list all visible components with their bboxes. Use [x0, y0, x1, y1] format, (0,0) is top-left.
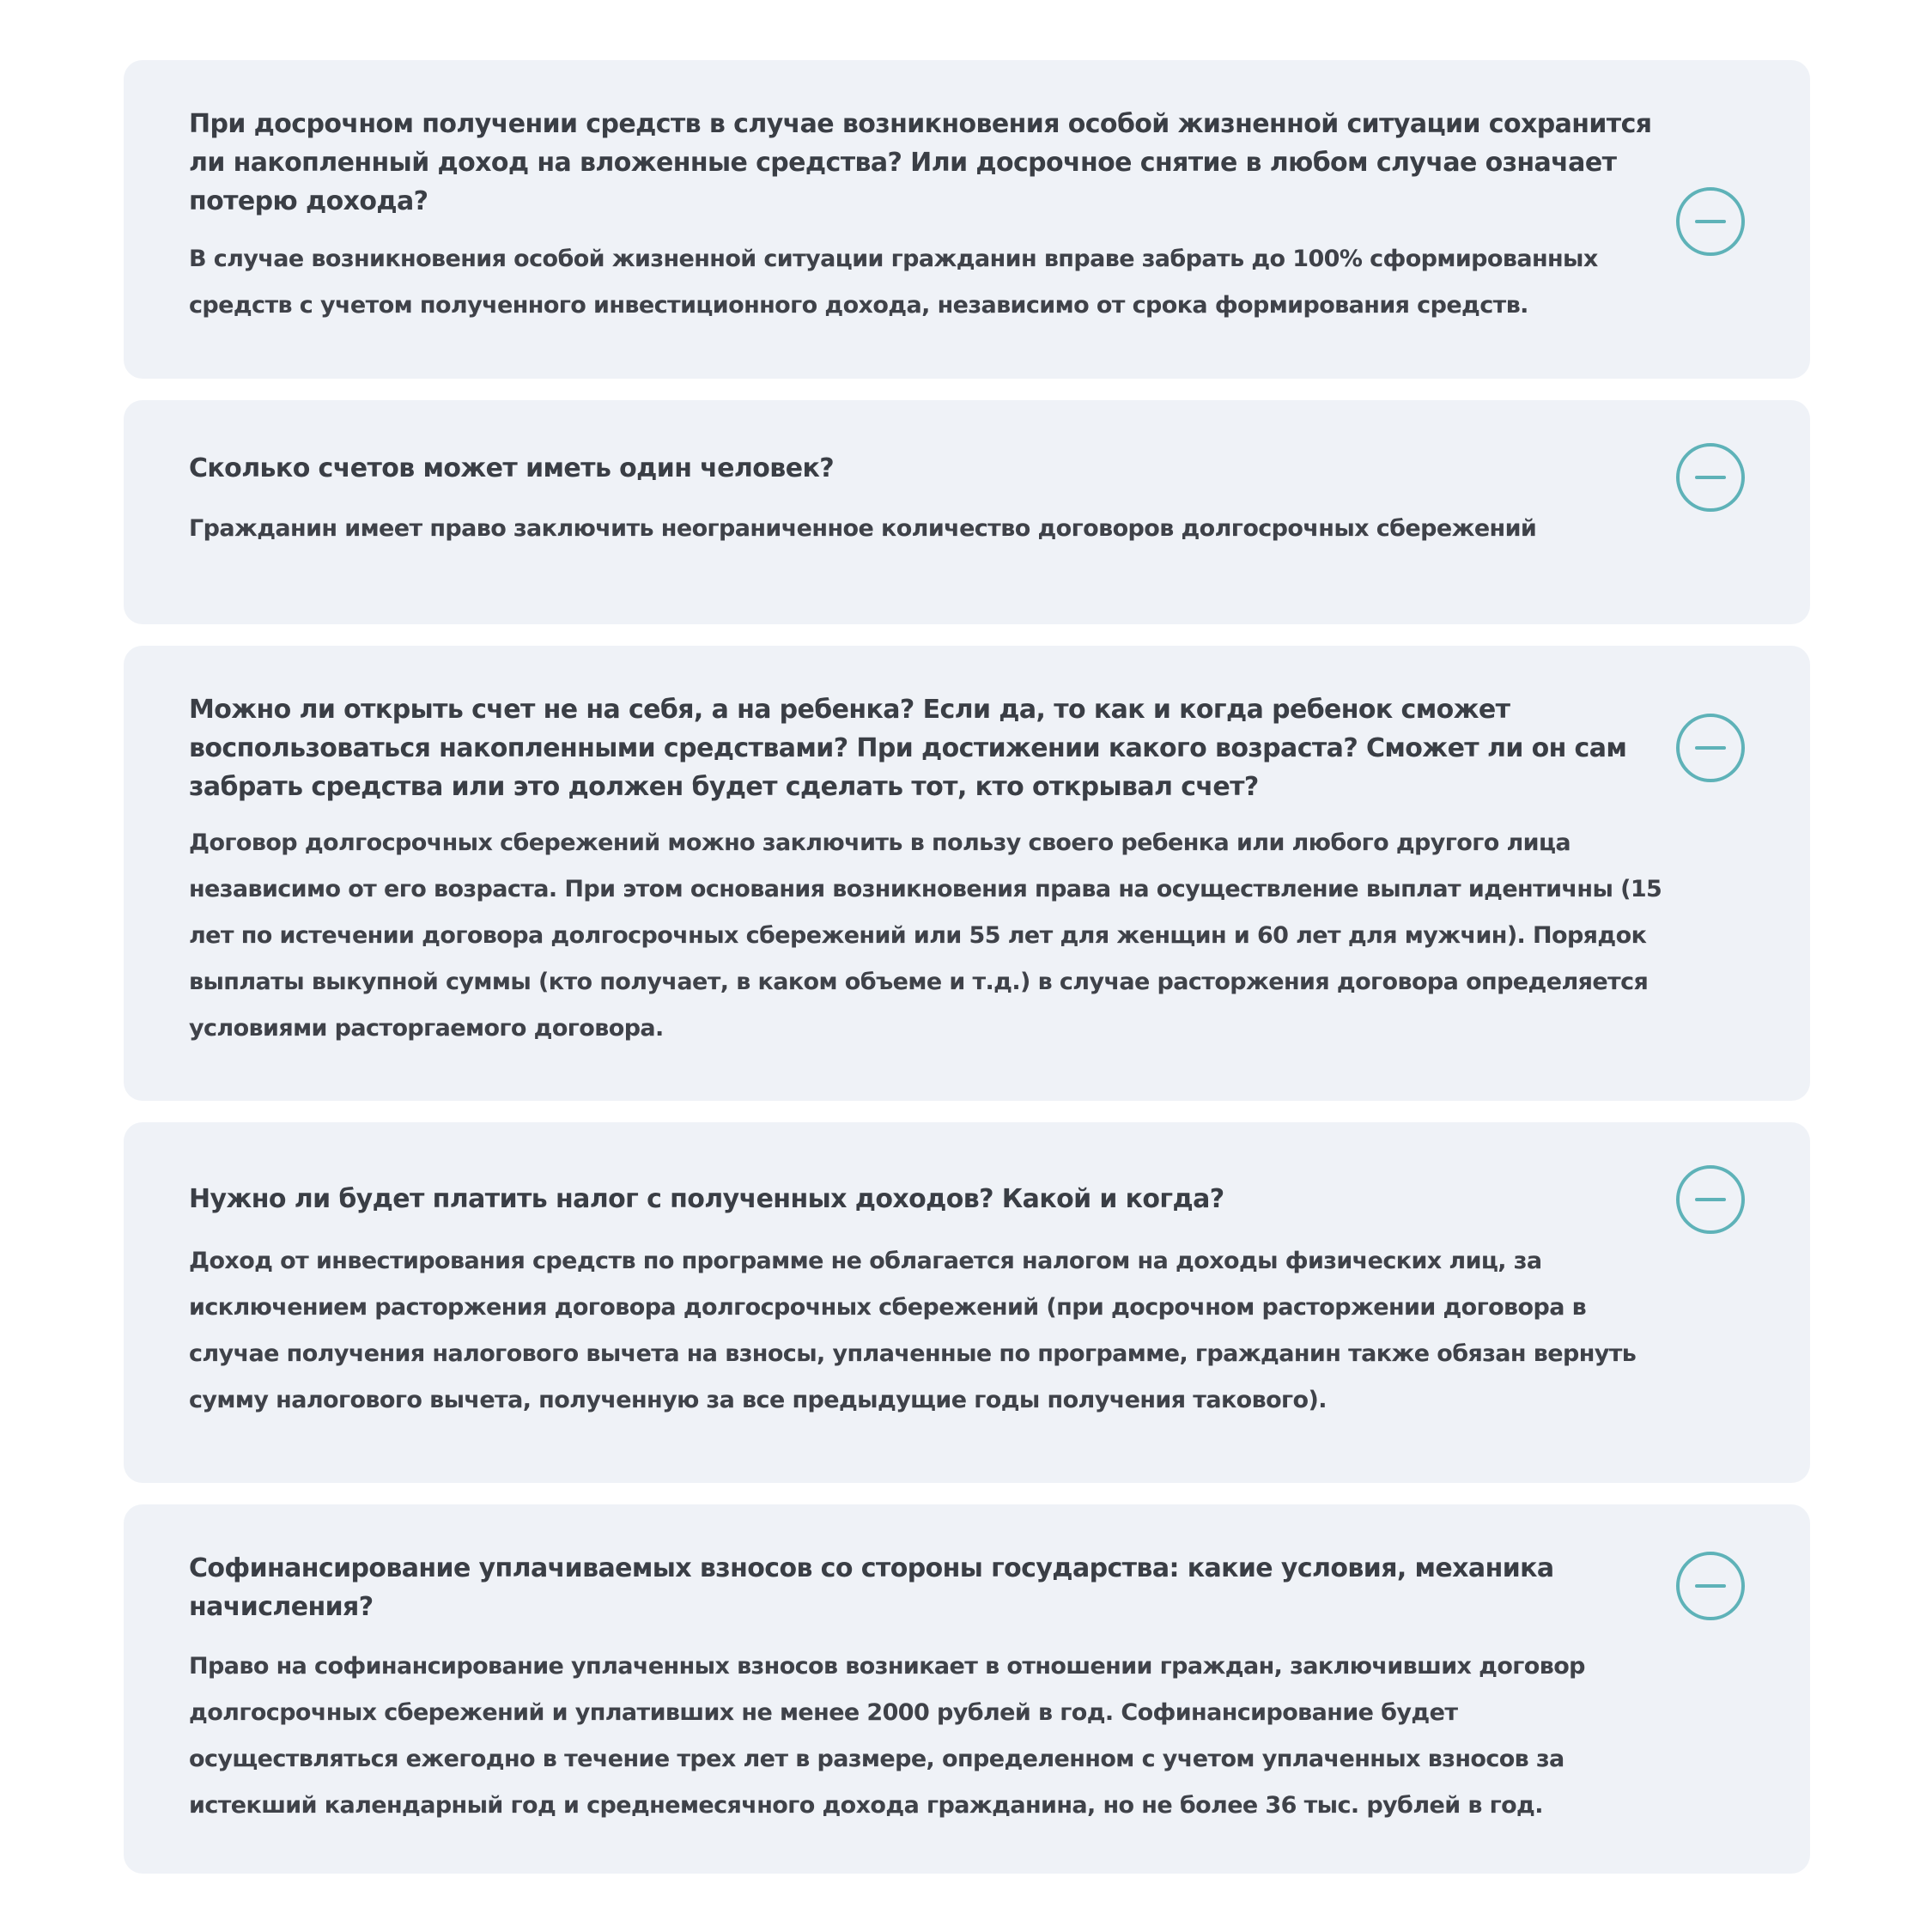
faq-item[interactable]: [124, 1504, 1810, 1874]
faq-item[interactable]: [124, 1122, 1810, 1483]
minus-icon: [1695, 220, 1726, 223]
faq-item[interactable]: [124, 400, 1810, 624]
collapse-button[interactable]: [1676, 714, 1745, 782]
minus-icon: [1695, 746, 1726, 750]
minus-icon: [1695, 476, 1726, 479]
minus-icon: [1695, 1584, 1726, 1588]
faq-answer: Доход от инвестирования средств по программе не облагается налогом на доходы физических лиц, за исключением расторжения договора долгосрочных сбережений (при досрочном расторжении договора в случае получения налогового вычета на взносы, уплаченные по программе, гражданин также обязан вернуть сумму налогового вычета, полученную за все предыдущие годы получения такового).: [189, 1248, 1637, 1413]
minus-icon: [1695, 1198, 1726, 1201]
collapse-button[interactable]: [1676, 1165, 1745, 1234]
faq-question[interactable]: Нужно ли будет платить налог с полученных доходов? Какой и когда?: [189, 1184, 1224, 1214]
faq-item[interactable]: [124, 646, 1810, 1101]
collapse-button[interactable]: [1676, 1552, 1745, 1620]
faq-question[interactable]: Сколько счетов может иметь один человек?: [189, 453, 835, 483]
faq-list: [124, 60, 1810, 1895]
faq-question[interactable]: Можно ли открыть счет не на себя, а на ребенка? Если да, то как и когда ребенок сможет воспользоваться накопленными средствами? При достижении какого возраста? Сможет ли он сам забрать средства или это должен будет сделать тот, кто открывал счет?: [189, 695, 1627, 802]
faq-question[interactable]: Софинансирование уплачиваемых взносов со стороны государства: какие условия, механика начисления?: [189, 1553, 1554, 1622]
faq-answer: Гражданин имеет право заключить неограниченное количество договоров долгосрочных сбережений: [189, 515, 1537, 542]
faq-answer: Договор долгосрочных сбережений можно заключить в пользу своего ребенка или любого другого лица независимо от его возраста. При этом основания возникновения права на осуществление выплат идентичны (15 лет по истечении договора долгосрочных сбережений или 55 лет для женщин и 60 лет для мужчин). Порядок выплаты выкупной суммы (кто получает, в каком объеме и т.д.) в случае расторжения договора определяется условиями расторгаемого договора.: [189, 829, 1662, 1042]
faq-question[interactable]: При досрочном получении средств в случае возникновения особой жизненной ситуации сохранится ли накопленный доход на вложенные средства? Или досрочное снятие в любом случае означает потерю дохода?: [189, 109, 1652, 216]
faq-item[interactable]: [124, 60, 1810, 379]
faq-answer: В случае возникновения особой жизненной ситуации гражданин вправе забрать до 100% сформированных средств с учетом полученного инвестиционного дохода, независимо от срока формирования средств.: [189, 246, 1598, 319]
collapse-button[interactable]: [1676, 187, 1745, 256]
faq-answer: Право на софинансирование уплаченных взносов возникает в отношении граждан, заключивших договор долгосрочных сбережений и уплативших не менее 2000 рублей в год. Софинансирование будет осуществляться ежегодно в течение трех лет в размере, определенном с учетом уплаченных взносов за истекший календарный год и среднемесячного дохода гражданина, но не более 36 тыс. рублей в год.: [189, 1653, 1585, 1819]
collapse-button[interactable]: [1676, 443, 1745, 512]
